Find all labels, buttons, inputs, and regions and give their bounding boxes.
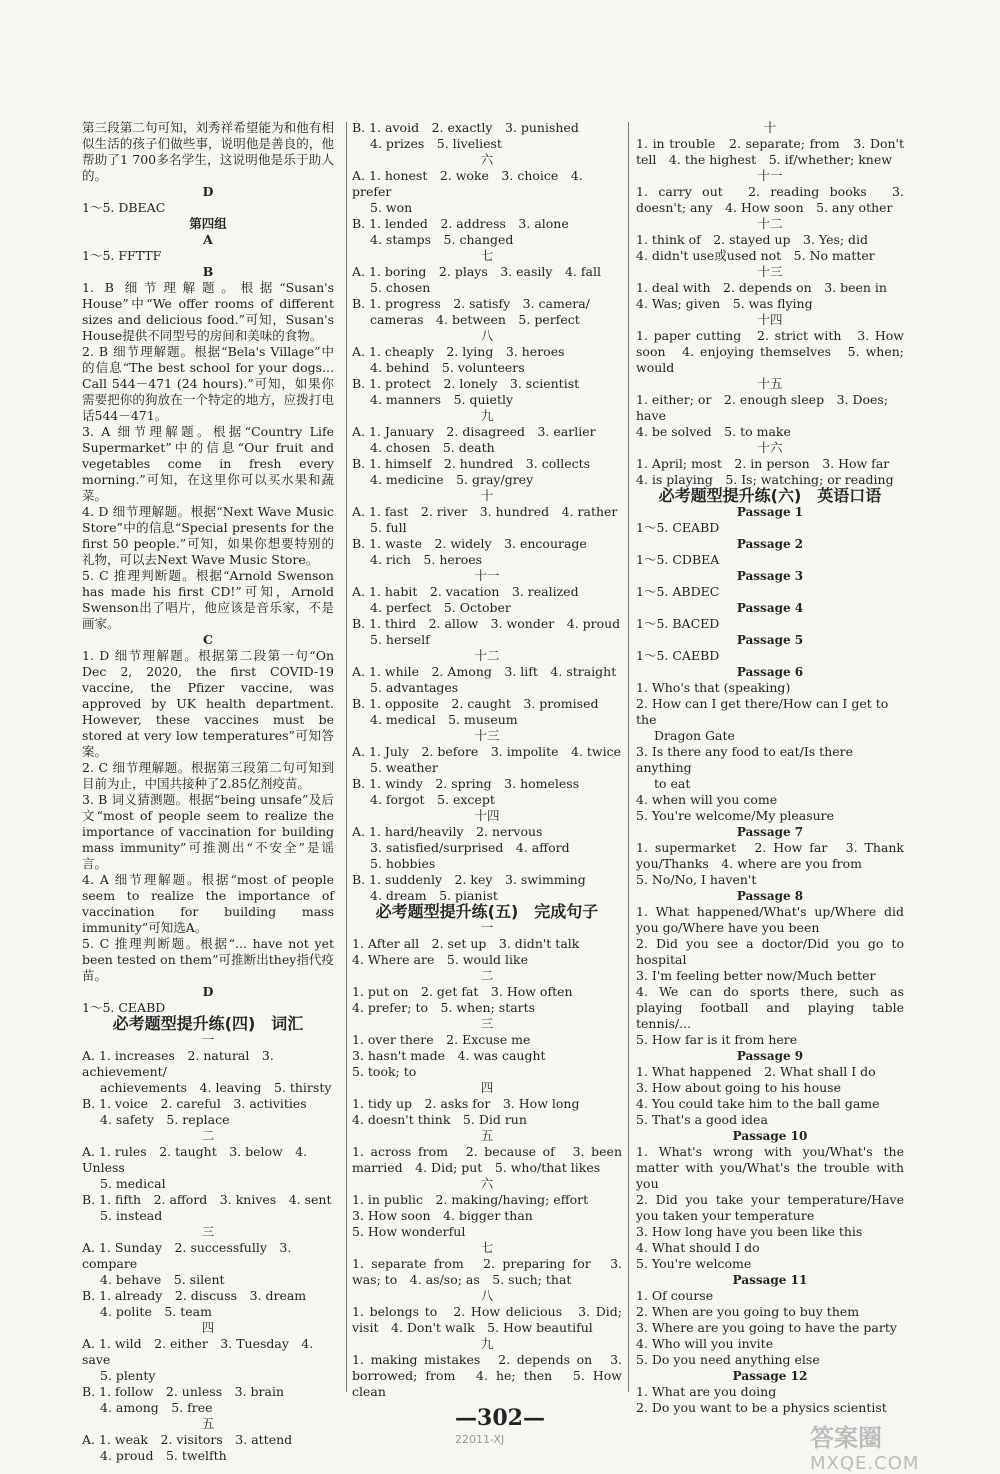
answer-item: 5. C 推理判断题。根据“... have not yet been tested on them”可推断出they指代疫苗。 xyxy=(82,936,334,983)
answer-item: 1. paper cutting 2. strict with 3. How soon 4. enjoying themselves 5. when; would xyxy=(636,328,904,375)
answer-line: A. 1. fast 2. river 3. hundred 4. rather xyxy=(352,504,618,519)
group-heading: 七 xyxy=(480,248,494,263)
answer-item: 2. Did you see a doctor/Did you go to hospital xyxy=(636,936,904,967)
answer-column-2 xyxy=(352,120,622,1400)
group-heading: Passage 12 xyxy=(732,1369,808,1383)
answer-line: 5. chosen xyxy=(370,280,431,295)
group-heading: 二 xyxy=(201,1128,215,1143)
answer-item: 4. We can do sports there, such as playing football and playing table tennis/... xyxy=(636,984,904,1031)
answer-item: 1. making mistakes 2. depends on 3. borrowed; from 4. he; then 5. How clean xyxy=(352,1352,622,1399)
answer-item: 2. C 细节理解题。根据第三段第二句可知到目前为止，中国共接种了2.85亿剂疫苗。 xyxy=(82,760,334,791)
answer-line: 3. hasn't made 4. was caught xyxy=(352,1048,546,1063)
answer-line: cameras 4. between 5. perfect xyxy=(370,312,580,327)
group-heading: 七 xyxy=(480,1240,494,1255)
answer-line: 3. Where are you going to have the party xyxy=(636,1320,897,1335)
section-title: 必考题型提升练(四) 词汇 xyxy=(112,1014,304,1033)
group-heading: C xyxy=(203,632,213,647)
answer-line: A. 1. cheaply 2. lying 3. heroes xyxy=(352,344,565,359)
group-heading: 八 xyxy=(480,1288,494,1303)
answer-line: 3. How soon 4. bigger than xyxy=(352,1208,533,1223)
group-heading: 六 xyxy=(480,1176,494,1191)
group-heading: A xyxy=(203,232,213,247)
group-heading: 五 xyxy=(480,1128,494,1143)
answer-line: 3. Is there any food to eat/Is there anything xyxy=(636,744,854,775)
section-title: 必考题型提升练(六) 英语口语 xyxy=(658,486,882,505)
answer-line: 4. doesn't think 5. Did run xyxy=(352,1112,527,1127)
group-heading: Passage 8 xyxy=(736,889,804,903)
column-divider-right xyxy=(628,122,629,1392)
answer-line: 5. weather xyxy=(370,760,438,775)
answer-line: 4. didn't use或used not 5. No matter xyxy=(636,248,875,263)
answer-line: 5. instead xyxy=(100,1208,163,1223)
answer-line: B. 1. windy 2. spring 3. homeless xyxy=(352,776,580,791)
answer-item: 1. D 细节理解题。根据第二段第一句“On Dec 2, 2020, the first COVID-19 vaccine, the Pfizer vaccine, was approved by UK health department. However, these vaccines must be stored at very low temperatures”可知答案。 xyxy=(82,648,334,759)
answer-item: 1. What happened/What's up/Where did you go/Where have you been xyxy=(636,904,904,935)
answer-line: 2. Do you want to be a physics scientist xyxy=(636,1400,887,1415)
answer-line: 5. Do you need anything else xyxy=(636,1352,820,1367)
answer-line: 4. dream 5. pianist xyxy=(370,888,498,903)
answer-line: 1～5. CEABD xyxy=(82,1000,166,1015)
answer-line: 4. medicine 5. gray/grey xyxy=(370,472,534,487)
answer-line: 4. when will you come xyxy=(636,792,778,807)
answer-line: A. 1. boring 2. plays 3. easily 4. fall xyxy=(352,264,601,279)
group-heading: 九 xyxy=(480,1336,494,1351)
answer-line: 4. be solved 5. to make xyxy=(636,424,791,439)
answer-line: 5. plenty xyxy=(100,1368,156,1383)
answer-item: 1. belongs to 2. How delicious 3. Did; visit 4. Don't walk 5. How beautiful xyxy=(352,1304,622,1335)
group-heading: 九 xyxy=(480,408,494,423)
answer-item: 1. supermarket 2. How far 3. Thank you/Thanks 4. where are you from xyxy=(636,840,904,871)
answer-line: 1～5. CAEBD xyxy=(636,648,720,663)
answer-line: 1～5. DBEAC xyxy=(82,200,166,215)
answer-line: 5. advantages xyxy=(370,680,459,695)
answer-column-1 xyxy=(82,120,334,1464)
group-heading: 五 xyxy=(201,1416,215,1431)
group-heading: 十 xyxy=(763,120,777,135)
answer-item: 1. separate from 2. preparing for 3. was; to 4. as/so; as 5. such; that xyxy=(352,1256,622,1287)
group-heading: 十四 xyxy=(474,808,500,823)
group-heading: 十 xyxy=(480,488,494,503)
column-divider-left xyxy=(346,122,347,1392)
answer-line: 5. herself xyxy=(370,632,430,647)
answer-line: 1. Who's that (speaking) xyxy=(636,680,791,695)
answer-line: 4. among 5. free xyxy=(100,1400,213,1415)
answer-line: 1. After all 2. set up 3. didn't talk xyxy=(352,936,580,951)
answer-line: 4. Was; given 5. was flying xyxy=(636,296,813,311)
group-heading: Passage 5 xyxy=(736,633,804,647)
answer-line: B. 1. progress 2. satisfy 3. camera/ xyxy=(352,296,590,311)
answer-line: 5. How wonderful xyxy=(352,1224,466,1239)
group-heading: 十六 xyxy=(757,440,783,455)
answer-item: 5. C 推理判断题。根据“Arnold Swenson has made his first CD!”可知，Arnold Swenson出了唱片，他应该是音乐家，不是画家。 xyxy=(82,568,334,631)
answer-line: 3. I'm feeling better now/Much better xyxy=(636,968,876,983)
answer-line: 4. medical 5. museum xyxy=(370,712,518,727)
answer-line: 2. How can I get there/How can I get to the xyxy=(636,696,889,727)
answer-line: achievements 4. leaving 5. thirsty xyxy=(100,1080,332,1095)
answer-line: 4. proud 5. twelfth xyxy=(100,1448,227,1463)
group-heading: 四 xyxy=(480,1080,494,1095)
answer-line: 5. hobbies xyxy=(370,856,436,871)
answer-item: 第三段第二句可知，刘秀祥希望能为和他有相似生活的孩子们做些事，说明他是善良的，他帮助了1 700多名学生，这说明他是乐于助人的。 xyxy=(82,120,334,183)
answer-line: A. 1. while 2. Among 3. lift 4. straight xyxy=(352,664,617,679)
answer-line: 1. What happened 2. What shall I do xyxy=(636,1064,876,1079)
answer-line: A. 1. honest 2. woke 3. choice 4. prefer xyxy=(352,168,583,199)
answer-line: 1～5. CDBEA xyxy=(636,552,720,567)
answer-line: B. 1. suddenly 2. key 3. swimming xyxy=(352,872,586,887)
answer-line: 4. stamps 5. changed xyxy=(370,232,514,247)
group-heading: D xyxy=(202,984,214,999)
answer-line: B. 1. opposite 2. caught 3. promised xyxy=(352,696,599,711)
answer-line: B. 1. follow 2. unless 3. brain xyxy=(82,1384,285,1399)
group-heading: Passage 4 xyxy=(736,601,804,615)
group-heading: 一 xyxy=(480,920,494,935)
answer-line: 3. satisfied/surprised 4. afford xyxy=(370,840,570,855)
group-heading: D xyxy=(202,184,214,199)
answer-line: 1. in public 2. making/having; effort xyxy=(352,1192,589,1207)
answer-line: A. 1. January 2. disagreed 3. earlier xyxy=(352,424,596,439)
answer-line: 4. behave 5. silent xyxy=(100,1272,225,1287)
answer-line: 1. tidy up 2. asks for 3. How long xyxy=(352,1096,580,1111)
answer-line: 5. How far is it from here xyxy=(636,1032,798,1047)
answer-line: A. 1. July 2. before 3. impolite 4. twice xyxy=(352,744,622,759)
answer-line: 4. forgot 5. except xyxy=(370,792,495,807)
answer-line: 1～5. FFTTF xyxy=(82,248,162,263)
answer-item: 1. B 细节理解题。根据“Susan's House”中“We offer rooms of different sizes and delicious food.”可知，Susan's House提供不同型号的房间和美味的食物。 xyxy=(82,280,334,343)
answer-line: A. 1. rules 2. taught 3. below 4. Unless xyxy=(82,1144,308,1175)
answer-item: 4. D 细节理解题。根据“Next Wave Music Store”中的信息“Special presents for the first 50 people.”可知，如果你想要特别的礼物，可以去Next Wave Music Store。 xyxy=(82,504,334,567)
group-heading: 六 xyxy=(480,152,494,167)
answer-item: 1. carry out 2. reading books 3. doesn't; any 4. How soon 5. any other xyxy=(636,184,904,215)
answer-line: A. 1. increases 2. natural 3. achievement/ xyxy=(82,1048,274,1079)
group-heading: 十二 xyxy=(757,216,783,231)
print-code: 22011-XJ xyxy=(455,1433,505,1446)
answer-line: 4. You could take him to the ball game xyxy=(636,1096,880,1111)
group-heading: 十五 xyxy=(757,376,783,391)
page-number: —302— xyxy=(455,1405,545,1431)
answer-line: 1. What are you doing xyxy=(636,1384,777,1399)
group-heading: 四 xyxy=(201,1320,215,1335)
answer-item: 1. What's wrong with you/What's the matter with you/What's the trouble with you xyxy=(636,1144,904,1191)
group-heading: 三 xyxy=(480,1016,494,1031)
answer-line: 4. What should I do xyxy=(636,1240,760,1255)
answer-line: 1. April; most 2. in person 3. How far xyxy=(636,456,890,471)
group-heading: Passage 10 xyxy=(732,1129,808,1143)
answer-line: 1～5. ABDEC xyxy=(636,584,720,599)
group-heading: 十三 xyxy=(474,728,500,743)
answer-line: 4. behind 5. volunteers xyxy=(370,360,525,375)
group-heading: Passage 7 xyxy=(736,825,804,839)
answer-line: 3. How long have you been like this xyxy=(636,1224,863,1239)
watermark-text: 答案圈 xyxy=(810,1424,882,1452)
group-heading: Passage 11 xyxy=(732,1273,808,1287)
answer-line: 1. Of course xyxy=(636,1288,714,1303)
answer-line: 5. took; to xyxy=(352,1064,417,1079)
group-heading: 第四组 xyxy=(189,216,227,231)
group-heading: 八 xyxy=(480,328,494,343)
answer-line: A. 1. Sunday 2. successfully 3. compare xyxy=(82,1240,292,1271)
answer-line: A. 1. wild 2. either 3. Tuesday 4. save xyxy=(82,1336,314,1367)
answer-line: B. 1. waste 2. widely 3. encourage xyxy=(352,536,587,551)
group-heading: Passage 6 xyxy=(736,665,804,679)
group-heading: 二 xyxy=(480,968,494,983)
answer-line: 1～5. CEABD xyxy=(636,520,720,535)
answer-line: B. 1. lended 2. address 3. alone xyxy=(352,216,569,231)
answer-item: 4. A 细节理解题。根据“most of people seem to realize the importance of vaccination for building mass immunity”可知选A。 xyxy=(82,872,334,935)
answer-line: 1. either; or 2. enough sleep 3. Does; have xyxy=(636,392,889,423)
answer-item: 3. B 词义猜测题。根据“being unsafe”及后文“most of people seem to realize the importance of vaccination for building mass immunity”可推测出“不安全”是谣言。 xyxy=(82,792,334,871)
answer-line: 4. chosen 5. death xyxy=(370,440,495,455)
answer-line: B. 1. voice 2. careful 3. activities xyxy=(82,1096,307,1111)
answer-item: 3. A 细节理解题。根据“Country Life Supermarket”中的信息“Our fruit and vegetables come in fresh every morning.”可知，在这里你可以买水果和蔬菜。 xyxy=(82,424,334,503)
answer-line: 4. manners 5. quietly xyxy=(370,392,514,407)
group-heading: 十一 xyxy=(757,168,783,183)
answer-line: 4. prefer; to 5. when; starts xyxy=(352,1000,536,1015)
answer-line: A. 1. weak 2. visitors 3. attend xyxy=(82,1432,293,1447)
answer-line: A. 1. habit 2. vacation 3. realized xyxy=(352,584,579,599)
answer-line: A. 1. hard/heavily 2. nervous xyxy=(352,824,543,839)
answer-item: 2. Did you take your temperature/Have you taken your temperature xyxy=(636,1192,904,1223)
answer-line: 5. won xyxy=(370,200,413,215)
group-heading: Passage 2 xyxy=(736,537,804,551)
answer-line: 4. is playing 5. Is; watching; or reading xyxy=(636,472,894,487)
answer-line: 5. You're welcome xyxy=(636,1256,752,1271)
answer-line: 1～5. BACED xyxy=(636,616,720,631)
answer-line: 4. Who will you invite xyxy=(636,1336,774,1351)
answer-line: 5. You're welcome/My pleasure xyxy=(636,808,835,823)
answer-item: 1. across from 2. because of 3. been married 4. Did; put 5. who/that likes xyxy=(352,1144,622,1175)
answer-line: 4. rich 5. heroes xyxy=(370,552,483,567)
group-heading: 十一 xyxy=(474,568,500,583)
answer-line: to eat xyxy=(654,776,691,791)
group-heading: 十三 xyxy=(757,264,783,279)
answer-line: 5. That's a good idea xyxy=(636,1112,768,1127)
section-title: 必考题型提升练(五) 完成句子 xyxy=(375,902,599,921)
group-heading: B xyxy=(202,264,214,279)
group-heading: 十四 xyxy=(757,312,783,327)
answer-line: 4. polite 5. team xyxy=(100,1304,212,1319)
site-watermark xyxy=(810,1418,990,1474)
group-heading: Passage 3 xyxy=(736,569,804,583)
answer-line: 3. How about going to his house xyxy=(636,1080,841,1095)
answer-line: 1. deal with 2. depends on 3. been in xyxy=(636,280,887,295)
group-heading: Passage 1 xyxy=(736,505,804,519)
answer-line: 5. No/No, I haven't xyxy=(636,872,757,887)
answer-line: 1. over there 2. Excuse me xyxy=(352,1032,531,1047)
answer-line: Dragon Gate xyxy=(654,728,735,743)
answer-line: 4. safety 5. replace xyxy=(100,1112,230,1127)
answer-line: 5. full xyxy=(370,520,407,535)
answer-line: 5. medical xyxy=(100,1176,166,1191)
watermark-url: MXQE.COM xyxy=(810,1453,920,1474)
answer-line: 4. Where are 5. would like xyxy=(352,952,528,967)
answer-line: B. 1. himself 2. hundred 3. collects xyxy=(352,456,591,471)
answer-line: 1. think of 2. stayed up 3. Yes; did xyxy=(636,232,869,247)
answer-line: B. 1. protect 2. lonely 3. scientist xyxy=(352,376,580,391)
answer-line: 4. prizes 5. liveliest xyxy=(370,136,502,151)
group-heading: 一 xyxy=(201,1032,215,1047)
answer-line: B. 1. avoid 2. exactly 3. punished xyxy=(352,120,579,135)
group-heading: Passage 9 xyxy=(736,1049,804,1063)
answer-line: 1. put on 2. get fat 3. How often xyxy=(352,984,573,999)
answer-item: 1. in trouble 2. separate; from 3. Don't tell 4. the highest 5. if/whether; knew xyxy=(636,136,904,167)
answer-line: 2. When are you going to buy them xyxy=(636,1304,860,1319)
group-heading: 十二 xyxy=(474,648,500,663)
answer-column-3 xyxy=(636,120,904,1416)
answer-line: B. 1. third 2. allow 3. wonder 4. proud xyxy=(352,616,621,631)
answer-line: B. 1. fifth 2. afford 3. knives 4. sent xyxy=(82,1192,332,1207)
group-heading: 三 xyxy=(201,1224,215,1239)
answer-line: 4. perfect 5. October xyxy=(370,600,511,615)
answer-item: 2. B 细节理解题。根据“Bela's Village”中的信息“The best school for your dogs... Call 544－471 (24 hours).”可知，如果你需要把你的狗放在一个特定的地方，应拨打电话544－471。 xyxy=(82,344,334,423)
answer-line: B. 1. already 2. discuss 3. dream xyxy=(82,1288,307,1303)
